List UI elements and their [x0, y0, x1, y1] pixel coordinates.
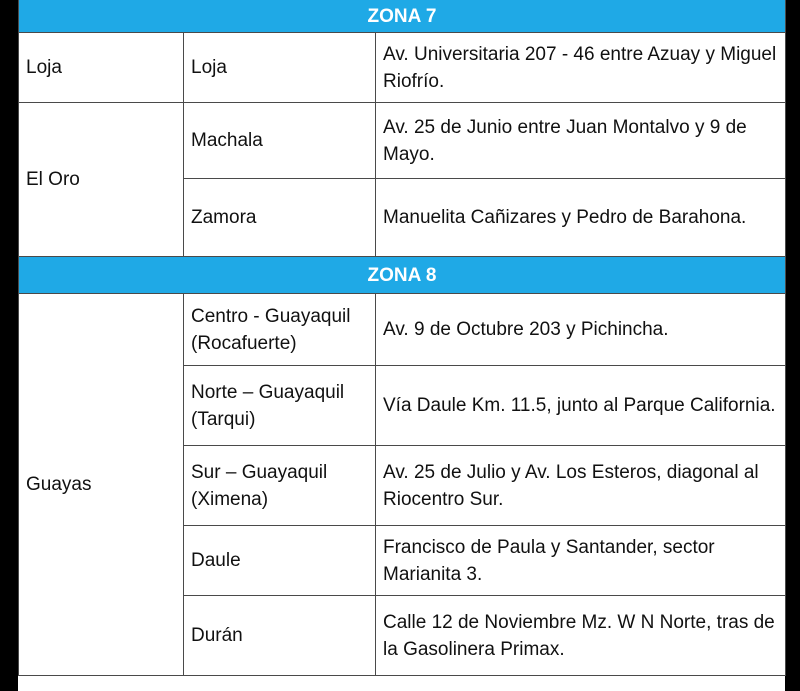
city-cell: Loja	[184, 33, 376, 103]
province-cell: Loja	[19, 33, 184, 103]
city-cell: Durán	[184, 596, 376, 676]
address-cell: Av. 25 de Julio y Av. Los Esteros, diagonal al Riocentro Sur.	[376, 446, 786, 526]
address-cell: Calle 12 de Noviembre Mz. W N Norte, tras de la Gasolinera Primax.	[376, 596, 786, 676]
table-row	[19, 103, 786, 179]
address-cell: Vía Daule Km. 11.5, junto al Parque California.	[376, 366, 786, 446]
zone-7-title: ZONA 7	[19, 0, 786, 33]
address-cell: Av. 25 de Junio entre Juan Montalvo y 9 de Mayo.	[376, 103, 786, 179]
address-cell: Manuelita Cañizares y Pedro de Barahona.	[376, 179, 786, 257]
zone-header-row	[19, 0, 786, 33]
province-cell: El Oro	[19, 103, 184, 257]
city-cell: Daule	[184, 526, 376, 596]
address-cell: Francisco de Paula y Santander, sector Marianita 3.	[376, 526, 786, 596]
address-cell: Av. 9 de Octubre 203 y Pichincha.	[376, 294, 786, 366]
province-cell: Guayas	[19, 294, 184, 676]
offices-table	[18, 0, 786, 676]
zone-header-row	[19, 257, 786, 294]
city-cell: Machala	[184, 103, 376, 179]
zone-8-title: ZONA 8	[19, 257, 786, 294]
table-row	[19, 294, 786, 366]
address-cell: Av. Universitaria 207 - 46 entre Azuay y Miguel Riofrío.	[376, 33, 786, 103]
city-cell: Zamora	[184, 179, 376, 257]
city-cell: Sur – Guayaquil (Ximena)	[184, 446, 376, 526]
document-page	[18, 0, 785, 691]
table-row	[19, 33, 786, 103]
city-cell: Centro - Guayaquil (Rocafuerte)	[184, 294, 376, 366]
city-cell: Norte – Guayaquil (Tarqui)	[184, 366, 376, 446]
